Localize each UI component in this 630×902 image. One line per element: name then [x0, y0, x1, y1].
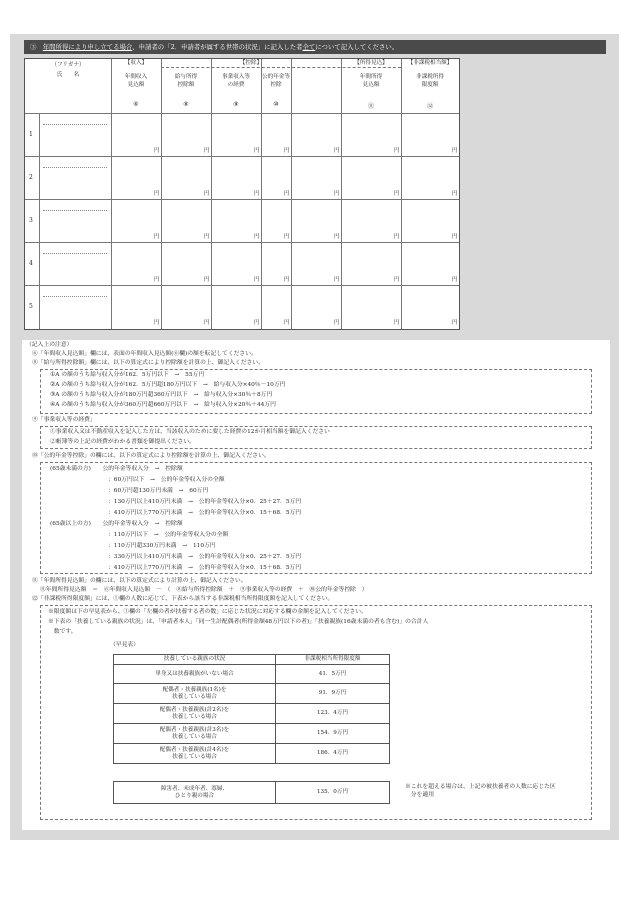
furigana-line [43, 167, 107, 168]
quick-limit: 91．9万円 [276, 684, 390, 704]
note-11: ⑪「年間所得見込額」の欄には、以下の算定式により計算の上、御記入ください。 [32, 578, 247, 584]
quick-note: ※これを超える場合は、上記の被扶養者の人数に応じた区 分を適用 [405, 784, 556, 798]
note-8-item-1: ①A の額のうち給与収入分が162．5万円以下 → 55万円 [50, 372, 205, 378]
quick-head-status: 扶養している親族の状況 [114, 655, 276, 665]
yen-unit: 円 [204, 191, 210, 197]
note-8-item-2: ②A の額のうち給与収入分が162．5万円超180万円以下 → 給与収入分×40％－10万円 [50, 382, 286, 388]
furigana-line [43, 210, 107, 211]
note-8-item-4: ④A の額のうち給与収入分が360万円超660万円以下 → 給与収入分×20％＋44万円 [50, 402, 276, 408]
yen-unit: 円 [452, 234, 458, 240]
yen-unit: 円 [334, 191, 340, 197]
yen-unit: 円 [284, 148, 290, 154]
yen-unit: 円 [154, 148, 160, 154]
notes-section [22, 340, 610, 830]
yen-unit: 円 [254, 191, 260, 197]
quick-status: 単身又は扶養親族がいない場合 [114, 665, 276, 684]
quick-extra-table [113, 781, 390, 804]
circle-8: ⑧ [183, 101, 189, 108]
col-salary-deduction: 給与所得 控除額 [174, 74, 198, 88]
circle-9: ⑨ [233, 101, 239, 108]
under65-head: (65歳未満の方) 公的年金等収入分 → 控除額 [50, 466, 183, 472]
notes-title: （記入上の注意） [26, 342, 73, 348]
yen-unit: 円 [154, 277, 160, 283]
col-exempt-limit: 非課税所得 限度額 [416, 74, 444, 88]
over65-row: ：330万円以上410万円未満 → 公的年金等収入分×0．25＋27．5万円 [108, 554, 302, 560]
note-6: ⑥「年間収入見込額」欄には、表面の年間収入見込額(⑥欄)の額を転記してください。 [32, 351, 257, 357]
note-8: ⑧「給与所得控除額」欄には、以下の算定式により控除額を計算の上、御記入ください。 [32, 360, 264, 366]
yen-unit: 円 [394, 234, 400, 240]
circle-10: ⑩ [273, 101, 279, 108]
quick-title: （早見表） [110, 642, 139, 648]
yen-unit: 円 [254, 148, 260, 154]
yen-unit: 円 [394, 277, 400, 283]
note-12: ⑫「非課税所得限度額」には、①欄の人数に応じて、下表から該当する非課税相当所得限度額を記入してください。 [32, 596, 334, 602]
quick-limit: 41．5万円 [276, 665, 390, 684]
quick-status: 配偶者・扶養親族(計2名)を 扶養している場合 [114, 704, 276, 724]
group-deduction: 【控除】 [239, 60, 263, 66]
quick-head-limit: 非課税相当所得限度額 [276, 655, 390, 665]
row-number: 2 [29, 174, 33, 181]
quick-status: 配偶者・扶養親族(1名)を 扶養している場合 [114, 684, 276, 704]
quick-status: 配偶者・扶養親族(計3名)を 扶養している場合 [114, 724, 276, 744]
yen-unit: 円 [204, 148, 210, 154]
yen-unit: 円 [284, 320, 290, 326]
under65-row: ：60万円超130万円未満 → 60万円 [108, 488, 209, 494]
furigana-line [43, 253, 107, 254]
yen-unit: 円 [452, 191, 458, 197]
yen-unit: 円 [284, 191, 290, 197]
name-label: 氏 名 [56, 72, 80, 78]
yen-unit: 円 [154, 320, 160, 326]
under65-row: ：60万円以下 → 公的年金等収入分の全額 [108, 477, 225, 483]
yen-unit: 円 [284, 277, 290, 283]
quick-limit: 154．9万円 [276, 724, 390, 744]
note-11-formula: ⑪年間所得見込額 ＝ ⑥年間収入見込額 － （ ⑧給与所得控除額 ＋ ⑨事業収入等の経費 ＋ ⑩公的年金等控除 ） [40, 587, 368, 593]
col-annual-income: 年間収入 見込額 [124, 74, 148, 88]
yen-unit: 円 [452, 148, 458, 154]
note-10: ⑩「公的年金等控除」の欄には、以下の算定式により控除額を計算の上、御記入ください。 [32, 453, 270, 459]
col-business-expense: 事業収入等 の経費 [222, 74, 250, 88]
yen-unit: 円 [254, 234, 260, 240]
note-9-item-1: ①事業収入又は不動産収入を記入した方は、当該収入のために要した経費の12か月相当額を御記入ください [50, 429, 330, 435]
yen-unit: 円 [452, 320, 458, 326]
furigana-line [43, 124, 107, 125]
note-12-line: ※下表の「扶養している親族の状況」は、「申請者本人」「同一生計配偶者(所得金額48万円以下の者)」「扶養親族(16歳未満の者も含む)」の合計人 [48, 619, 429, 625]
row-number: 4 [29, 260, 33, 267]
yen-unit: 円 [334, 277, 340, 283]
yen-unit: 円 [334, 320, 340, 326]
quick-limit: 123．4万円 [276, 704, 390, 724]
group-exempt: 【非課税相当額】 [407, 60, 453, 66]
quick-extra-status: 障害者、未成年者、寡婦、 ひとり親の場合 [114, 782, 276, 804]
yen-unit: 円 [204, 277, 210, 283]
over65-row: ：410万円以上770万円未満 → 公的年金等収入分×0．15＋68．5万円 [108, 565, 302, 571]
note-12-line: 数です。 [48, 629, 77, 635]
income-table [24, 58, 460, 330]
group-income-est: 【所得見込】 [354, 60, 388, 66]
yen-unit: 円 [334, 234, 340, 240]
furigana-line [43, 296, 107, 297]
circle-6: ⑥ [133, 101, 139, 108]
yen-unit: 円 [154, 234, 160, 240]
yen-unit: 円 [452, 277, 458, 283]
over65-row: ：110万円以下 → 公的年金等収入分の全額 [108, 532, 229, 538]
col-pension-deduction: 公的年金等 控除 [262, 74, 290, 88]
quick-limit: 186．4万円 [276, 744, 390, 764]
note-8-item-3: ③A の額のうち給与収入分が180万円超360万円以下 → 給与収入分×30％＋8万円 [50, 392, 273, 398]
over65-head: (65歳以上の方) 公的年金等収入分 → 控除額 [50, 521, 183, 527]
circle-12: ⑫ [426, 103, 433, 110]
note-9-item-2: ②帳簿等の上記の経費がわかる書類を御提出ください。 [50, 439, 195, 445]
row-number: 1 [29, 131, 33, 138]
yen-unit: 円 [204, 234, 210, 240]
yen-unit: 円 [394, 148, 400, 154]
row-number: 3 [29, 217, 33, 224]
col-income-est: 年間所得 見込額 [359, 74, 383, 88]
quick-extra-limit: 135．0万円 [276, 782, 390, 804]
note-9: ⑨「事業収入等の経費」 [32, 417, 96, 423]
note-12-line: ※限度額は下の早見表から、①欄の「左欄の者が扶養する者の数」に応じた状況に対応する欄の金額を記入してください。 [48, 609, 367, 615]
yen-unit: 円 [254, 320, 260, 326]
row-number: 5 [29, 303, 33, 310]
quick-status: 配偶者・扶養親族(計4名)を 扶養している場合 [114, 744, 276, 764]
furigana-label: （フリガナ） [51, 62, 85, 68]
circle-11: ⑪ [367, 103, 374, 110]
quick-table [113, 654, 390, 764]
under65-row: ：130万円以上410万円未満 → 公的年金等収入分×0．25＋27．5万円 [108, 499, 302, 505]
yen-unit: 円 [254, 277, 260, 283]
over65-row: ：110万円超330万円未満 → 110万円 [108, 543, 216, 549]
under65-row: ：410万円以上770万円未満 → 公的年金等収入分×0．15＋68．5万円 [108, 510, 302, 516]
yen-unit: 円 [394, 320, 400, 326]
yen-unit: 円 [334, 148, 340, 154]
yen-unit: 円 [284, 234, 290, 240]
yen-unit: 円 [154, 191, 160, 197]
group-income: 【収入】 [124, 60, 148, 66]
yen-unit: 円 [204, 320, 210, 326]
section-header: ③ 年間所得により申し立てる場合、申請者の「2．申請者が属する世帯の状況」に記入した者全てについて記入してください。 [24, 40, 606, 54]
yen-unit: 円 [394, 191, 400, 197]
